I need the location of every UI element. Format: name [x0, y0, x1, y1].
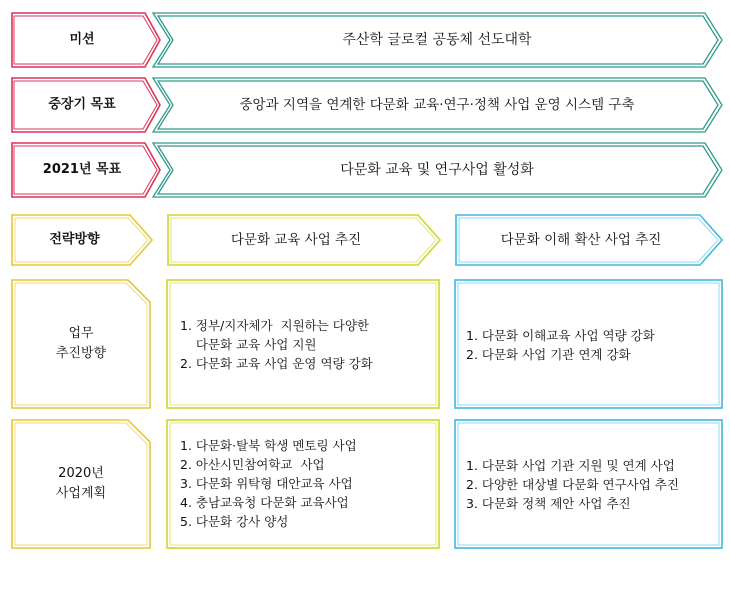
- plan-col2-list: [466, 456, 718, 513]
- plan-label: [12, 420, 150, 548]
- list-item: 1. 다문화·탈북 학생 멘토링 사업: [180, 438, 357, 453]
- list-item: 2. 다문화 사업 기관 연계 강화: [466, 347, 631, 362]
- strategy-label: 전략방향: [49, 232, 100, 247]
- list-item: 1. 다문화 사업 기관 지원 및 연계 사업: [466, 458, 675, 473]
- strategy-col2: 다문화 이해 확산 사업 추진: [500, 232, 662, 248]
- direction-label-line2: 추진방향: [55, 346, 107, 361]
- list-item: 다문화 교육 사업 지원: [180, 337, 317, 352]
- list-item: 2. 다양한 대상별 다문화 연구사업 추진: [466, 477, 679, 492]
- strategy-col1: 다문화 교육 사업 추진: [230, 232, 362, 248]
- list-item: 1. 다문화 이해교육 사업 역량 강화: [466, 328, 655, 343]
- mission-label: 미션: [69, 32, 95, 47]
- midlong-value: 중앙과 지역을 연계한 다문화 교육·연구·정책 사업 운영 시스템 구축: [239, 97, 635, 113]
- plan-label-line1: 2020년: [58, 466, 104, 481]
- goal2021-value: 다문화 교육 및 연구사업 활성화: [340, 162, 534, 178]
- list-item: 2. 아산시민참여학교 사업: [180, 457, 325, 472]
- list-item: 2. 다문화 교육 사업 운영 역량 강화: [180, 356, 373, 371]
- mission-value: 주산학 글로컬 공동체 선도대학: [342, 32, 532, 48]
- list-item: 4. 충남교육청 다문화 교육사업: [180, 495, 349, 510]
- goal2021-label: 2021년 목표: [42, 162, 122, 177]
- list-item: 1. 정부/지자체가 지원하는 다양한: [180, 318, 370, 333]
- list-item: 5. 다문화 강사 양성: [180, 514, 289, 529]
- list-item: 3. 다문화 정책 제안 사업 추진: [466, 496, 631, 511]
- direction-col2-list: [466, 326, 716, 364]
- direction-label-line1: 업무: [68, 326, 94, 341]
- plan-label-line2: 사업계획: [55, 486, 107, 501]
- plan-col1-list: [180, 436, 435, 531]
- direction-label: [12, 280, 150, 408]
- direction-col1-list: [180, 316, 435, 373]
- list-item: 3. 다문화 위탁형 대안교육 사업: [180, 476, 353, 491]
- midlong-label: 중장기 목표: [48, 97, 116, 112]
